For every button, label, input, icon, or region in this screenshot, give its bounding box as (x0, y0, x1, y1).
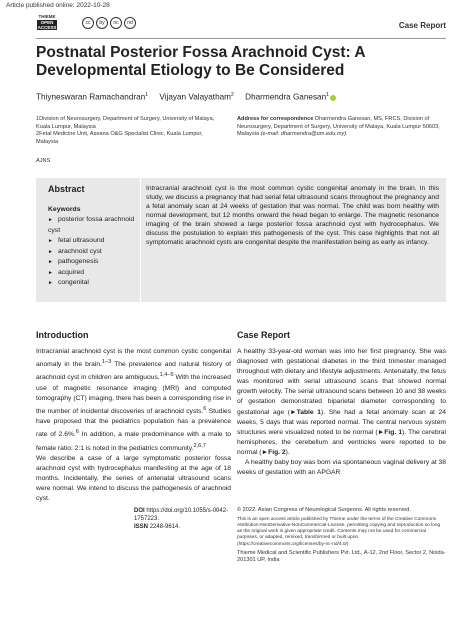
nd-icon: nd (124, 17, 136, 29)
intro-text: Studies have proposed that the pediatrics population has a prevalence rate of 2.6%. (36, 408, 231, 439)
citation-ref[interactable]: 1–3 (101, 359, 112, 366)
online-publication-date: Article published online: 2022-10-28 (6, 2, 110, 9)
affiliations (36, 116, 226, 146)
article-title: Postnatal Posterior Fossa Arachnoid Cyst: A Developmental Etiology to Be Considered (36, 44, 366, 79)
license-text[interactable]: This is an open access article published by Thieme under the terms of the Creative Commons Attribution-NonDerivative-NonCommercial-License, permitting copying and reproduction so long as the original work is given appropriate credit. Contents may not be used for commercial purposes, or adapted, remixed, transformed or built upon. (https://creativecommons.org/licenses/by-nc-nd/4.0/) (237, 516, 441, 547)
issn-label: ISSN (134, 524, 149, 531)
case-text: ). The cerebral hemispheres, the cerebellum and ventricles were reported to be normal ( (237, 428, 446, 456)
doi-link[interactable]: https://doi.org/10.1055/s-0042-1757223. (134, 508, 229, 523)
correspondence-email[interactable]: (e-mail: dharmendra@um.edu.my). (260, 131, 348, 137)
citation-ref[interactable]: 6 (203, 405, 207, 412)
introduction-heading: Introduction (36, 330, 89, 340)
intro-text: In addition, a male predominance with a male to female ratio: 2:1 is noted in the pediatrics community. (36, 431, 231, 452)
figure-ref-link[interactable]: ►Fig. 1 (377, 428, 403, 436)
header-divider (36, 38, 446, 39)
keywords-heading: Keywords (48, 206, 81, 213)
citation-ref[interactable]: 2,6,7 (193, 442, 206, 449)
abstract-text: Intracranial arachnoid cyst is the most common cystic congenital anomaly in the brain. In this study, we discuss a pregnancy that had serial fetal ultrasound scans throughout the pregnancy and a fetal anomaly scan at 24 weeks of gestation that was normal. The child was born healthy with normal development, but 12 months onward the head began to enlarge. The magnetic resonance imaging of the brain showed a large posterior fossa arachnoid cyst with hydrocephalus. We discuss the postulation to explain this pathogenesis of the cyst. This case highlights that not all symptomatic arachnoid cysts are congenital despite the manifestation being as early as infancy. (146, 185, 439, 246)
thieme-open-access-logo[interactable] (36, 14, 58, 36)
case-report-heading: Case Report (237, 330, 291, 340)
article-type-label: Case Report (398, 21, 446, 30)
case-paragraph-1 (237, 347, 446, 458)
table-ref-link[interactable]: ►Table 1 (290, 408, 321, 416)
orcid-icon[interactable] (330, 95, 336, 101)
correspondence-address (237, 116, 447, 139)
author-name: Dharmendra Ganesan (245, 92, 327, 102)
keyword-item: ► arachnoid cyst (48, 247, 138, 258)
case-text: ). (285, 448, 290, 456)
license-block (237, 507, 446, 565)
keyword-item: ► pathogenesis (48, 257, 138, 268)
case-paragraph-2: A healthy baby boy was born via spontaneous vaginal delivery at 38 weeks of gestation with an APGAR (237, 459, 446, 477)
publisher-address: Thieme Medical and Scientific Publishers Pvt. Ltd., A-12, 2nd Floor, Sector 2, Noida-201301 UP, India (237, 549, 446, 564)
figure-ref-link[interactable]: ►Fig. 2 (261, 448, 286, 456)
keyword-item: ► congenital (48, 278, 138, 289)
correspondence-label: Address for correspondence (237, 116, 314, 122)
citation-ref[interactable]: 1,4–5 (159, 372, 174, 379)
author-name: Thiyneswaran Ramachandran (36, 92, 146, 102)
journal-abbreviation: AJNS (36, 158, 51, 164)
author-list (36, 92, 446, 102)
author-affil-sup: 2 (231, 92, 234, 98)
doi-issn-block (134, 507, 234, 532)
author-affil-sup: 1 (326, 92, 329, 98)
intro-text: The prevalence and natural history of arachnoid cyst in children are ambiguous. (36, 361, 231, 382)
issn-line (134, 523, 234, 531)
keyword-item: ► posterior fossa arachnoid cyst (48, 215, 138, 236)
intro-paragraph-2: We describe a case of a large symptomatic posterior fossa arachnoid cyst with hydrocephalus manifesting at the age of 18 months. Incidentally, the series of antenatal ultrasound scans were normal. We intend to discuss the pathogenesis of arachnoid cyst. (36, 455, 231, 503)
abstract-heading: Abstract (48, 184, 85, 194)
by-icon: by (96, 17, 108, 29)
author-name: Vijayan Valayatham (159, 92, 231, 102)
case-report-body (237, 347, 446, 478)
abstract-column-separator (140, 178, 141, 302)
nc-icon: nc (110, 17, 122, 29)
intro-paragraph-1 (36, 347, 231, 454)
affiliation-1: 1Division of Neurosurgery, Department of Surgery, University of Malaya, Kuala Lumpur, Malaysia (36, 116, 215, 130)
citation-ref[interactable]: 6 (75, 429, 79, 436)
case-text: A healthy 33-year-old woman was into her first pregnancy. She was diagnosed with gestational diabetes in the third trimester managed throughout with dietary and lifestyle adjustments. Antenatally, the fetus was monitored with serial ultrasound scans that showed normal growth velocity. The serial ultrasound scans between 10 and 38 weeks of gestation demonstrated biparietal diameter corresponding to gestational age ( (237, 348, 446, 416)
cc-license-icons[interactable] (82, 17, 136, 29)
logo-main-text: OPEN ACCESS (37, 20, 57, 30)
cc-icon: cc (82, 17, 94, 29)
keyword-item: ► acquired (48, 268, 138, 279)
intro-text: Intracranial arachnoid cyst is the most common cystic congenital anomaly in the brain. (36, 348, 231, 369)
intro-text: With the increased use of magnetic resonance imaging (MRI) and computed tomography (CT) imaging, there has been a corresponding rise in the number of incidental discoveries of arachnoid cysts. (36, 374, 231, 416)
abstract-box (36, 178, 446, 302)
logo-top-text: THIEME (38, 14, 56, 19)
issn-value: 2248-9614. (149, 524, 181, 531)
author-affil-sup: 1 (145, 92, 149, 98)
doi-line (134, 507, 234, 523)
keyword-list (48, 215, 138, 289)
case-text: ). She had a fetal anomaly scan at 24 weeks, 5 days that was reported normal. The central nervous system structures were visualized noted to be normal ( (237, 408, 446, 436)
doi-label: DOI (134, 508, 145, 514)
copyright-line: © 2022. Asian Congress of Neurological Surgeons. All rights reserved. (237, 507, 411, 513)
affiliation-2: 2Fetal Medicine Unit, Aseana O&G Specialist Clinic, Kuala Lumpur, Malaysia (36, 131, 203, 145)
keyword-item: ► fetal ultrasound (48, 236, 138, 247)
correspondence-text: Dharmendra Ganesan, MS, FRCS, Division of Neurosurgery, Department of Surgery, University of Malaya, Kuala Lumpur 50603, Malaysia (237, 116, 440, 137)
introduction-body (36, 347, 231, 504)
journal-header-bar (36, 14, 446, 36)
